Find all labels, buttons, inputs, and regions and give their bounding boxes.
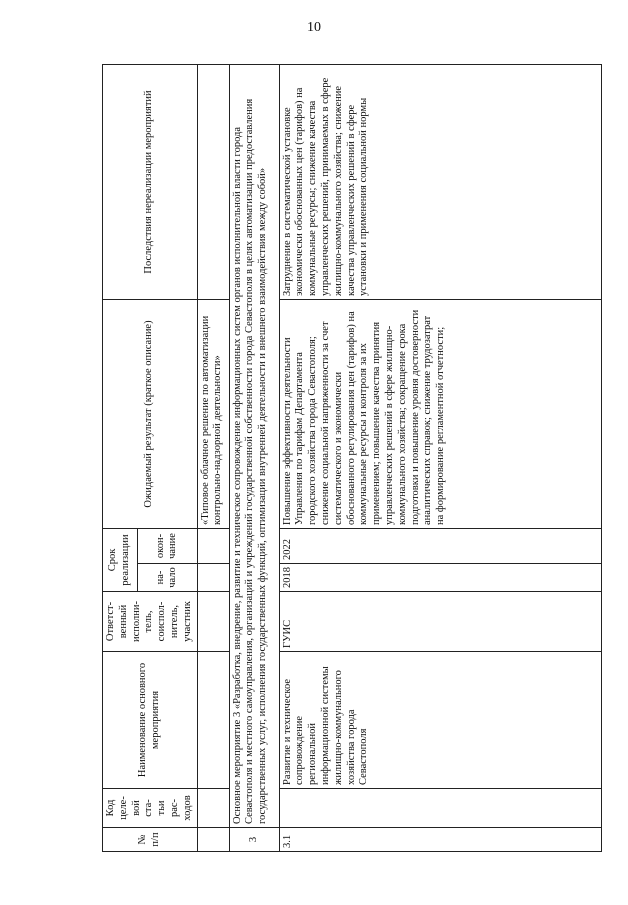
header-result: Ожидаемый результат (краткое описание) xyxy=(103,299,198,528)
cell-empty xyxy=(197,592,229,652)
page-number: 10 xyxy=(307,20,321,35)
header-row xyxy=(103,64,138,851)
table-row-3-1 xyxy=(279,64,601,851)
cell-empty xyxy=(197,652,229,789)
cell-empty xyxy=(197,564,229,592)
table-container xyxy=(102,65,602,852)
cell-row-result: Повышение эффективности деятельности Управления по тарифам Департамента городского хозяйства города Севастополя; снижение социальной напряженности за счет систематического и экономически обоснованного регулирования цен (тарифов) на коммунальные ресурсы и контроля за их применением; повышение качества принятия управленческих решений в сфере жилищно-коммунального хозяйства; сокращение срока подготовки и повышение уровня достоверности аналитических справок; снижение трудозатрат на формирование регламентной отчетности; xyxy=(279,299,601,528)
header-consequences: Последствия нереализации мероприятий xyxy=(103,64,198,299)
cell-row-responsible: ГУИС xyxy=(279,592,601,652)
header-responsible: Ответст-венный исполни-тель, соиспол-нитель, участник xyxy=(103,592,198,652)
cell-empty xyxy=(197,64,229,299)
cell-empty xyxy=(279,789,601,828)
header-end: окон-чание xyxy=(138,528,198,563)
cell-empty xyxy=(197,828,229,852)
cell-row-start: 2018 xyxy=(279,564,601,592)
rotated-table-frame xyxy=(102,65,602,852)
table-row-main-event xyxy=(229,64,279,851)
cell-empty xyxy=(197,528,229,563)
cell-row-end: 2022 xyxy=(279,528,601,563)
cell-empty xyxy=(197,789,229,828)
table-row-typical-solution xyxy=(197,64,229,851)
events-table xyxy=(102,64,602,852)
cell-typical-result: «Типовое облачное решение по автоматизации контрольно-надзорной деятельности» xyxy=(197,299,229,528)
header-name: Наименование основного мероприятия xyxy=(103,652,198,789)
cell-row-consequences: Затруднение в систематической установке экономически обоснованных цен (тарифов) на коммунальные ресурсы; снижение качества управленческих решений, принимаемых в сфере жилищно-коммунального хозяйства; снижение качества управленческих решений в сфере установки и применения социальной нормы xyxy=(279,64,601,299)
header-period: Срок реализации xyxy=(103,528,138,591)
header-num: № п/п xyxy=(103,828,198,852)
cell-row-num: 3.1 xyxy=(279,828,601,852)
cell-main-event-text: Основное мероприятие 3 «Разработка, внедрение, развитие и техническое сопровождение информационных систем органов исполнительной власти города Севастополя и местного самоуправления, организаций и учреждений государственной собственности города Севастополя в целях автоматизации предоставления государственных услуг, исполнения государственных функций, оптимизации внутренней деятельности и внешнего взаимодействия между собой» xyxy=(229,64,279,827)
header-code: Код целе-вой ста-тьи рас-ходов xyxy=(103,789,198,828)
header-start: на-чало xyxy=(138,564,198,592)
cell-main-event-num: 3 xyxy=(229,828,279,852)
cell-row-name: Развитие и техническое сопровождение региональной информационной системы жилищно-коммунального хозяйства города Севастополя xyxy=(279,652,601,789)
